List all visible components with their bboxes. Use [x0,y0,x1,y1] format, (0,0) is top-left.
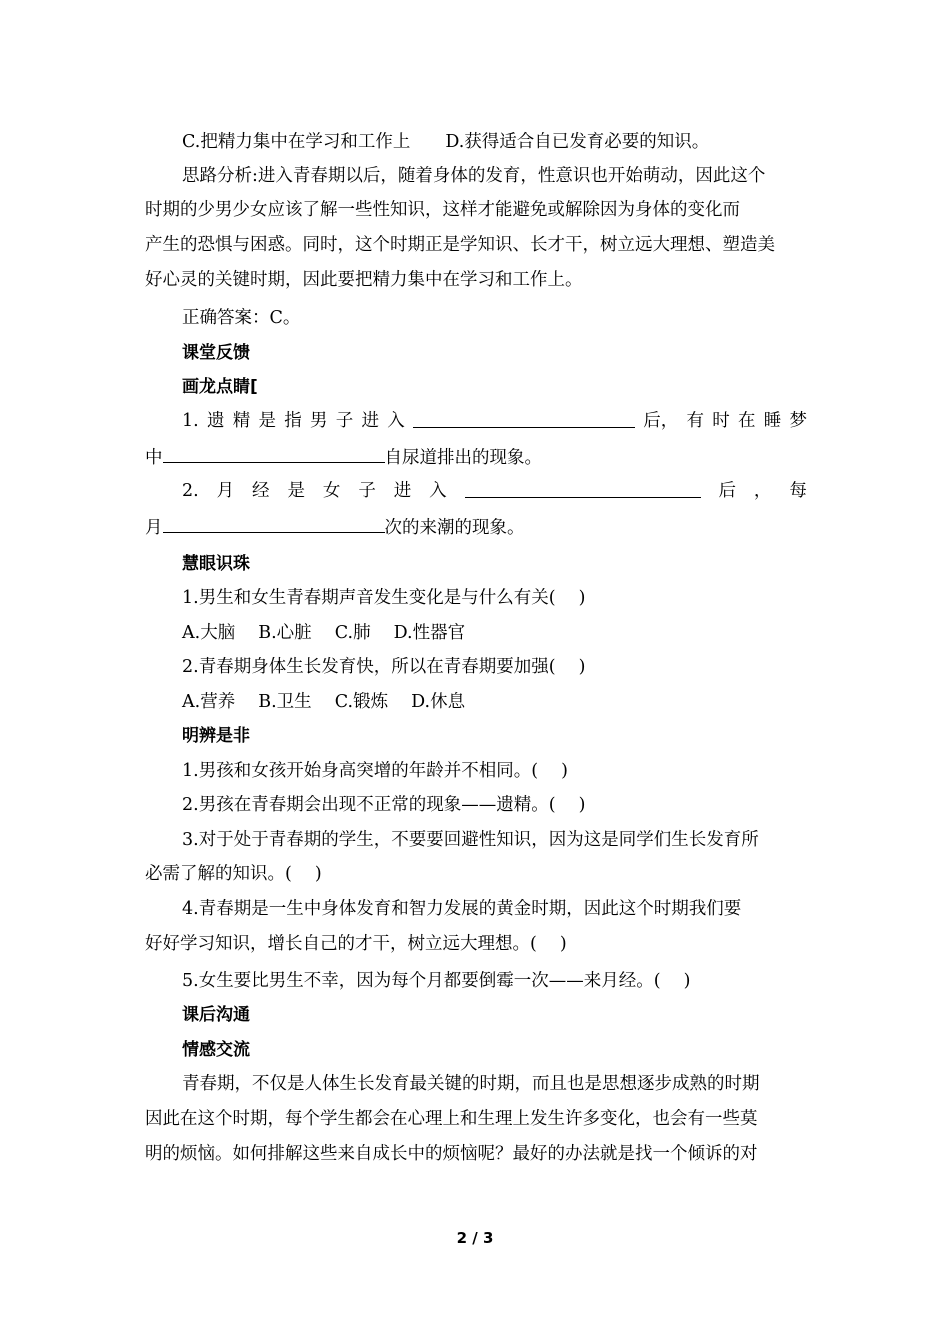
choice-question-2-options: A.营养 B.卫生 C.锻炼 D.休息 [182,692,466,712]
section-heading-judge: 明辨是非 [182,726,250,746]
section-heading-classroom: 课堂反馈 [182,343,250,363]
analysis-line-1: 思路分析:进入青春期以后，随着身体的发育，性意识也开始萌动，因此这个 [182,166,766,186]
section-heading-choice: 慧眼识珠 [182,554,250,574]
example-options-cd: C.把精力集中在学习和工作上 D.获得适合自已发育必要的知识。 [182,132,710,152]
judge-item-5: 5.女生要比男生不幸，因为每个月都要倒霉一次——来月经。( ) [182,971,691,991]
section-heading-emotion: 情感交流 [182,1040,250,1060]
fill-question-2-line-1: 2. 月 经 是 女 子 进 入 后 ， 每 [182,481,807,501]
answer-blank[interactable] [163,514,385,533]
analysis-line-4: 好心灵的关键时期，因此要把精力集中在学习和工作上。 [145,270,583,290]
page-number: 2 / 3 [456,1229,494,1247]
judge-item-4-cont: 好好学习知识，增长自己的才干，树立远大理想。( ) [145,934,567,954]
choice-question-1-options: A.大脑 B.心脏 C.肺 D.性器官 [182,623,466,643]
fill-question-1-line-1: 1. 遗 精 是 指 男 子 进 入 后， 有 时 在 睡 梦 [182,411,807,431]
fill-question-2-line-2: 月 次的来潮的现象。 [145,514,807,540]
paragraph-line-1: 青春期，不仅是人体生长发育最关键的时期，而且也是思想逐步成熟的时期 [182,1074,760,1094]
paragraph-line-2: 因此在这个时期，每个学生都会在心理上和生理上发生许多变化，也会有一些莫 [145,1109,758,1129]
answer-blank[interactable] [163,444,385,463]
answer-blank[interactable] [413,409,635,428]
judge-item-1: 1.男孩和女孩开始身高突增的年龄并不相同。( ) [182,761,568,781]
analysis-line-3: 产生的恐惧与困惑。同时，这个时期正是学知识、长才干，树立远大理想、塑造美 [145,235,775,255]
choice-question-1: 1.男生和女生青春期声音发生变化是与什么有关( ) [182,588,586,608]
fill-question-1-line-2: 中 自尿道排出的现象。 [145,444,807,470]
judge-item-3: 3.对于处于青春期的学生，不要要回避性知识，因为这是同学们生长发育所 [182,830,759,850]
judge-item-3-cont: 必需了解的知识。( ) [145,864,322,884]
section-heading-after-class: 课后沟通 [182,1005,250,1025]
choice-question-2: 2.青春期身体生长发育快，所以在青春期要加强( ) [182,657,586,677]
answer-blank[interactable] [465,479,701,498]
paragraph-line-3: 明的烦恼。如何排解这些来自成长中的烦恼呢？最好的办法就是找一个倾诉的对 [145,1144,758,1164]
analysis-line-2: 时期的少男少女应该了解一些性知识，这样才能避免或解除因为身体的变化而 [145,200,740,220]
section-heading-fill: 画龙点睛[ [182,377,258,397]
judge-item-4: 4.青春期是一生中身体发育和智力发展的黄金时期，因此这个时期我们要 [182,899,742,919]
judge-item-2: 2.男孩在青春期会出现不正常的现象——遗精。( ) [182,795,586,815]
correct-answer: 正确答案：C。 [182,308,301,328]
